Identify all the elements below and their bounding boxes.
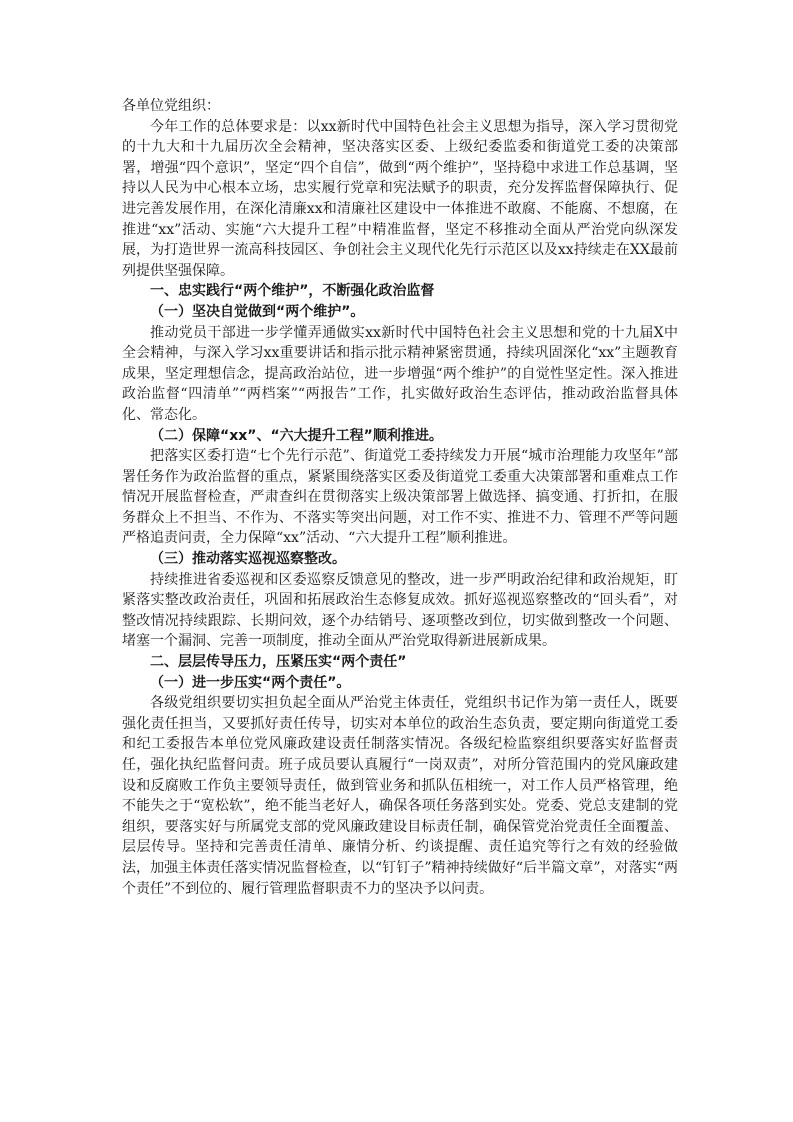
document-page (122, 96, 678, 899)
section-2-subheading-1: （一）进一步压实“两个责任”。 (150, 674, 351, 691)
section-1-subheading-3: （三）推动落实巡视巡察整改。 (150, 551, 346, 568)
intro-paragraph: 今年工作的总体要求是：以xx新时代中国特色社会主义思想为指导，深入学习贯彻党的十九大和十九届历次全会精神，坚决落实区委、上级纪委监委和街道党工委的决策部署，增强“四个意识”，坚定“四个自信”，做到“两个维护”，坚持稳中求进工作总基调，坚持以人民为中心根本立场，忠实履行党章和宪法赋予的职责，充分发挥监督保障执行、促进完善发展作用，在深化清廉xx和清廉社区建设中一体推进不敢腐、不能腐、不想腐，在推进“xx”活动、实施“六大提升工程”中精准监督，坚定不移推动全面从严治党向纵深发展，为打造世界一流高科技园区、争创社会主义现代化先行示范区以及xx持续走在XX最前列提供坚强保障。 (122, 118, 678, 279)
section-1-paragraph-2: 把落实区委打造“七个先行示范”、街道党工委持续发力开展“城市治理能力攻坚年”部署任务作为政治监督的重点，紧紧围绕落实区委及街道党工委重大决策部署和重难点工作情况开展监督检查，严肃查纠在贯彻落实上级决策部署上做选择、搞变通、打折扣，在服务群众上不担当、不作为、不落实等突出问题，对工作不实、推进不力、管理不严等问题严格追责问责，全力保障“xx”活动、“六大提升工程”顺利推进。 (122, 448, 678, 547)
section-2-paragraph-1: 各级党组织要切实担负起全面从严治党主体责任，党组织书记作为第一责任人，既要强化责任担当，又要抓好责任传导，切实对本单位的政治生态负责，要定期向街道党工委和纪工委报告本单位党风廉政建设责任制落实情况。各级纪检监察组织要落实好监督责任，强化执纪监督问责。班子成员要认真履行“一岗双责”，对所分管范围内的党风廉政建设和反腐败工作负主要领导责任，做到管业务和抓队伍相统一，对工作人员严格管理，绝不能失之于“宽松软”，绝不能当老好人，确保各项任务落到实处。党委、党总支建制的党组织，要落实好与所属党支部的党风廉政建设目标责任制，确保管党治党责任全面覆盖、层层传导。坚持和完善责任清单、廉情分析、约谈提醒、责任追究等行之有效的经验做法，加强主体责任落实情况监督检查，以“钉钉子”精神持续做好“后半篇文章”，对落实“两个责任”不到位的、履行管理监督职责不力的坚决予以问责。 (122, 695, 678, 897)
section-1-subheading-1: （一）坚决自觉做到“两个维护”。 (150, 303, 365, 320)
section-2-heading: 二、层层传导压力，压紧压实“两个责任” (150, 654, 407, 671)
section-1-heading: 一、忠实践行“两个维护”，不断强化政治监督 (150, 283, 435, 300)
section-1-subheading-2: （二）保障“xx”、“六大提升工程”顺利推进。 (150, 427, 443, 444)
salutation: 各单位党组织： (122, 98, 220, 114)
section-1-paragraph-1: 推动党员干部进一步学懂弄通做实xx新时代中国特色社会主义思想和党的十九届X中全会精神，与深入学习xx重要讲话和指示批示精神紧密贯通，持续巩固深化“xx”主题教育成果，坚定理想信念，提高政治站位，进一步增强“两个维护”的自觉性坚定性。深入推进政治监督“四清单”“两档案”“两报告”工作，扎实做好政治生态评估，推动政治监督具体化、常态化。 (122, 324, 678, 423)
section-1-paragraph-3: 持续推进省委巡视和区委巡察反馈意见的整改，进一步严明政治纪律和政治规矩，盯紧落实整改政治责任，巩固和拓展政治生态修复成效。抓好巡视巡察整改的“回头看”，对整改情况持续跟踪、长期问效，逐个办结销号、逐项整改到位，切实做到整改一个问题、堵塞一个漏洞、完善一项制度，推动全面从严治党取得新进展新成果。 (122, 571, 678, 650)
